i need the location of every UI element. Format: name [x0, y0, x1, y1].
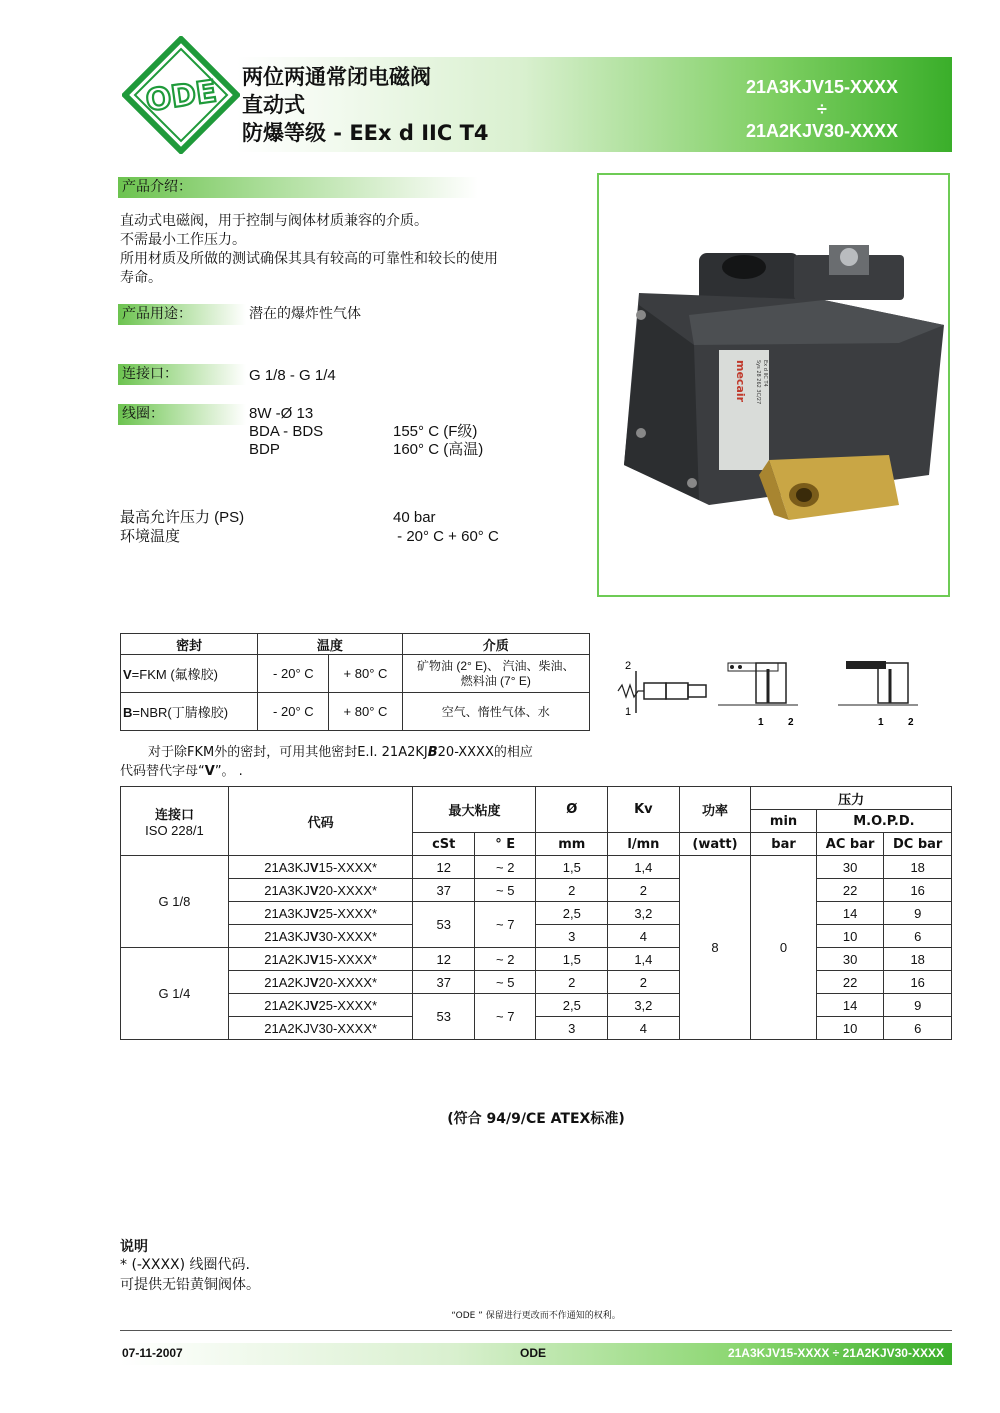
cst-cell: 12 [413, 948, 475, 971]
dc-cell: 16 [884, 879, 952, 902]
code-cell: 21A3KJV30-XXXX* [228, 925, 413, 948]
code-cell: 21A2KJV20-XXXX* [228, 971, 413, 994]
mm-cell: 2,5 [536, 902, 608, 925]
viscosity-header: 最大粘度 [413, 787, 536, 833]
ac-cell: 30 [816, 856, 884, 879]
kv-cell: 4 [608, 925, 680, 948]
cst-cell: 37 [413, 971, 475, 994]
intro-label: 产品介绍： [118, 177, 478, 198]
media-header: 介质 [402, 634, 589, 655]
port-out-label: 2 [788, 717, 794, 728]
intro-line: 寿命。 [120, 270, 162, 286]
media-cell: 空气、惰性气体、水 [402, 693, 589, 731]
ac-cell: 22 [816, 879, 884, 902]
cst-cell: 53 [413, 902, 475, 948]
dc-cell: 6 [884, 1017, 952, 1040]
temperature-header: 温度 [258, 634, 402, 655]
coil-row-3: BDP [249, 441, 280, 458]
kv-cell: 2 [608, 879, 680, 902]
port-out-label: 2 [625, 660, 632, 672]
power-header: 功率 [679, 787, 751, 833]
code-cell: 21A2KJV25-XXXX* [228, 994, 413, 1017]
coil-row-2-value: 155° C (F级) [393, 423, 478, 440]
usage-label: 产品用途： [118, 304, 246, 325]
intro-text [120, 212, 590, 288]
header-code-bottom: 21A2KJV30-XXXX [745, 121, 899, 141]
connection-header: 连接口 ISO 228/1 [121, 787, 229, 856]
spec-pressure-value: 40 bar [393, 509, 436, 526]
mm-cell: 1,5 [536, 856, 608, 879]
intro-line: 直动式电磁阀，用于控制与阀体材质兼容的介质。 [120, 213, 428, 229]
product-table [120, 786, 952, 1040]
connection-value: G 1/8 - G 1/4 [249, 367, 336, 384]
table-row [121, 948, 952, 971]
kv-cell: 4 [608, 1017, 680, 1040]
port-in-label: 1 [625, 706, 632, 718]
cst-cell: 12 [413, 856, 475, 879]
seal-table [120, 633, 590, 731]
footer-brand: ODE [520, 1346, 547, 1360]
ac-cell: 14 [816, 994, 884, 1017]
code-cell: 21A3KJV20-XXXX* [228, 879, 413, 902]
legend-line-1: * (-XXXX) 线圈代码. [120, 1257, 250, 1273]
footer-codes: 21A3KJV15-XXXX ÷ 21A2KJV30-XXXX [727, 1346, 944, 1360]
footer-divider [120, 1330, 952, 1331]
ac-bar-header: AC bar [816, 833, 884, 856]
mm-cell: 3 [536, 925, 608, 948]
temp-max-cell: + 80° C [329, 655, 402, 693]
spec-temp-value: - 20° C + 60° C [393, 528, 499, 545]
temp-min-cell: - 20° C [258, 693, 329, 731]
header-code-sep: ÷ [817, 99, 827, 119]
diameter-header: Ø [536, 787, 608, 833]
seal-note-line-1: 对于除FKM外的密封，可用其他密封E.I. 21A2KJB20-XXXX的相应 [148, 745, 533, 760]
intro-line: 所用材质及所做的测试确保其具有较高的可靠性和较长的使用 [120, 251, 498, 267]
photo-plate-line: Sys 28 262 3C/27 [755, 360, 761, 405]
engler-header: ° E [474, 833, 536, 856]
mm-header: mm [536, 833, 608, 856]
photo-plate-line: Ex d IIC T4 [762, 360, 768, 387]
product-photo [597, 173, 950, 597]
engler-cell: ~ 5 [474, 971, 536, 994]
mm-cell: 3 [536, 1017, 608, 1040]
engler-cell: ~ 7 [474, 994, 536, 1040]
ac-cell: 30 [816, 948, 884, 971]
header-codes [712, 76, 932, 142]
title-line-2: 直动式 [242, 93, 305, 117]
code-cell: 21A3KJV15-XXXX* [228, 856, 413, 879]
header-code-top: 21A3KJV15-XXXX [745, 77, 899, 97]
seal-note-line-2: 代码替代字母“V”。 . [120, 764, 243, 779]
coil-row-3-value: 160° C (高温) [393, 441, 484, 458]
engler-cell: ~ 2 [474, 948, 536, 971]
code-cell: 21A2KJV15-XXXX* [228, 948, 413, 971]
cst-cell: 53 [413, 994, 475, 1040]
pressure-header: 压力 [751, 787, 952, 810]
seal-cell: V=FKM (氟橡胶) [121, 655, 258, 693]
ac-cell: 14 [816, 902, 884, 925]
bar-header: bar [751, 833, 817, 856]
code-cell: 21A3KJV25-XXXX* [228, 902, 413, 925]
dc-bar-header: DC bar [884, 833, 952, 856]
port-in-label: 1 [758, 717, 764, 728]
connection-label: 连接口： [118, 364, 246, 385]
code-header: 代码 [228, 787, 413, 856]
dc-cell: 9 [884, 902, 952, 925]
title-line-3: 防爆等级 - EEx d IIC T4 [242, 121, 489, 145]
logo-text: ODE [143, 74, 219, 119]
table-row [121, 902, 952, 925]
mm-cell: 1,5 [536, 948, 608, 971]
dc-cell: 9 [884, 994, 952, 1017]
kv-cell: 1,4 [608, 948, 680, 971]
connection-group-cell: G 1/8 [121, 856, 229, 948]
coil-row-1: 8W -Ø 13 [249, 405, 314, 422]
dc-cell: 16 [884, 971, 952, 994]
table-row [121, 879, 952, 902]
engler-cell: ~ 7 [474, 902, 536, 948]
connection-group-cell: G 1/4 [121, 948, 229, 1040]
valve-symbols [608, 655, 953, 730]
mopd-header: M.O.P.D. [816, 810, 951, 833]
disclaimer: “ODE ” 保留进行更改而不作通知的权利。 [451, 1311, 621, 1321]
temp-max-cell: + 80° C [329, 693, 402, 731]
temp-min-cell: - 20° C [258, 655, 329, 693]
code-cell: 21A2KJV30-XXXX* [228, 1017, 413, 1040]
intro-line: 不需最小工作压力。 [120, 232, 246, 248]
ac-cell: 22 [816, 971, 884, 994]
atex-compliance: (符合 94/9/CE ATEX标准) [447, 1111, 625, 1127]
page-title [242, 63, 489, 147]
table-row [121, 971, 952, 994]
dc-cell: 6 [884, 925, 952, 948]
photo-brand: mecair [734, 360, 747, 403]
table-row [121, 1017, 952, 1040]
cst-cell: 37 [413, 879, 475, 902]
power-cell: 8 [679, 856, 751, 1040]
coil-row-2: BDA - BDS [249, 423, 324, 440]
media-cell: 矿物油 (2° E)、 汽油、柴油、 燃料油 (7° E) [402, 655, 589, 693]
watt-header: (watt) [679, 833, 751, 856]
title-line-1: 两位两通常闭电磁阀 [242, 65, 431, 89]
ac-cell: 10 [816, 925, 884, 948]
footer-date: 07-11-2007 [122, 1346, 183, 1360]
mm-cell: 2 [536, 971, 608, 994]
legend-title: 说明 [120, 1239, 148, 1255]
legend-line-2: 可提供无铅黄铜阀体。 [120, 1277, 260, 1293]
port-out-label: 2 [908, 717, 914, 728]
dc-cell: 18 [884, 856, 952, 879]
seal-cell: B=NBR(丁腈橡胶) [121, 693, 258, 731]
coil-label: 线圈： [118, 404, 246, 425]
dc-cell: 18 [884, 948, 952, 971]
kv-cell: 3,2 [608, 902, 680, 925]
table-row [121, 994, 952, 1017]
lmn-header: l/mn [608, 833, 680, 856]
seal-header: 密封 [121, 634, 258, 655]
table-row [121, 856, 952, 879]
engler-cell: ~ 2 [474, 856, 536, 879]
port-in-label: 1 [878, 717, 884, 728]
min-bar-cell: 0 [751, 856, 817, 1040]
kv-header: Kv [608, 787, 680, 833]
kv-cell: 3,2 [608, 994, 680, 1017]
kv-cell: 2 [608, 971, 680, 994]
cst-header: cSt [413, 833, 475, 856]
usage-value: 潜在的爆炸性气体 [249, 306, 361, 322]
ode-logo [122, 36, 240, 154]
mm-cell: 2 [536, 879, 608, 902]
spec-pressure-label: 最高允许压力 (PS) [120, 509, 245, 526]
table-row [121, 925, 952, 948]
min-header: min [751, 810, 817, 833]
kv-cell: 1,4 [608, 856, 680, 879]
mm-cell: 2,5 [536, 994, 608, 1017]
ac-cell: 10 [816, 1017, 884, 1040]
engler-cell: ~ 5 [474, 879, 536, 902]
spec-temp-label: 环境温度 [120, 528, 181, 545]
